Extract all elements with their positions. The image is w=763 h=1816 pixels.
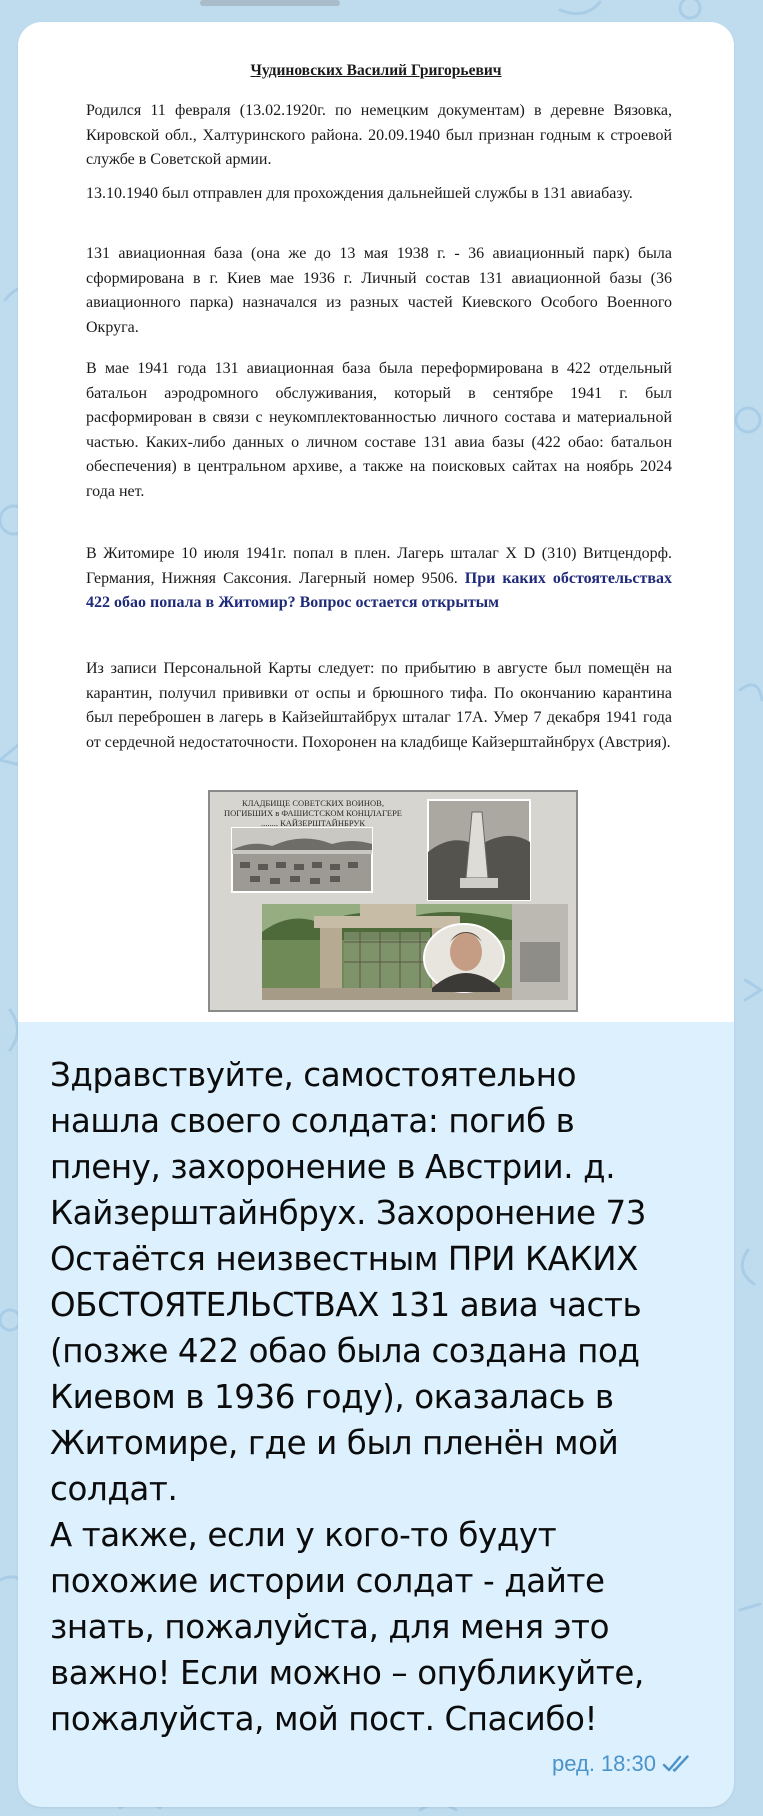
edited-label: ред. — [552, 1751, 595, 1776]
message-line: важно! Если можно – опубликуйте, — [50, 1654, 644, 1692]
message-line: плену, захоронение в Австрии. д. — [50, 1148, 616, 1186]
document-paragraph-5 — [86, 542, 672, 616]
message-line: Остаётся неизвестным ПРИ КАКИХ — [50, 1240, 638, 1278]
message-line: (позже 422 обао была создана под — [50, 1332, 640, 1370]
message-line: знать, пожалуйста, для меня это — [50, 1608, 610, 1646]
message-meta — [552, 1751, 692, 1777]
message-bubble[interactable] — [18, 22, 734, 1807]
document-paragraph-2: 13.10.1940 был отправлен для прохождения дальнейшей службы в 131 авиабазу. — [86, 185, 633, 202]
message-line: солдат. — [50, 1470, 178, 1508]
message-line: Здравствуйте, самостоятельно — [50, 1056, 577, 1094]
message-text — [50, 1052, 710, 1742]
collage-caption: КЛАДБИЩЕ СОВЕТСКИХ ВОИНОВ, ПОГИБШИХ в ФАШИСТСКОМ КОНЦЛАГЕРЕ ........ КАЙЗЕРШТАЙНБРУК — [224, 798, 402, 828]
document-paragraph-5-text: В Житомире 10 июля 1941г. попал в плен. Лагерь шталаг X D (310) Витцендорф. Германия, Нижняя Саксония. Лагерный номер 9506. — [86, 545, 672, 587]
document-paragraph-1: Родился 11 февраля (13.02.1920г. по немецким документам) в деревне Вязовка, Кировской обл., Халтуринского района. 20.09.1940 был признан годным к строевой службе в Советской армии. — [86, 102, 672, 168]
document-paragraph-6: Из записи Персональной Карты следует: по прибытию в августе был помещён на карантин, получил прививки от оспы и брюшного тифа. По окончанию карантина был переброшен в лагерь в Кайзейштайбрух шталаг 17А. Умер 7 декабря 1941 года от сердечной недостаточности. Похоронен на кладбище Кайзерштайнбрух (Австрия). — [86, 660, 672, 751]
attached-document-image[interactable] — [18, 22, 734, 1022]
message-line: Житомире, где и был пленён мой — [50, 1424, 619, 1462]
cemetery-photo-collage — [208, 790, 578, 1012]
document-paragraph-4: В мае 1941 года 131 авиационная база была переформирована в 422 отдельный батальон аэродромного обслуживания, который в сентябре 1941 г. был расформирован в связи с неукомплектованностью личного состава и материальной частью. Каких-либо данных о личном составе 131 авиа базы (422 обао: батальон обеспечения) в центральном архиве, а также на поисковых сайтах на ноябрь 2024 года нет. — [86, 360, 672, 500]
document-question: При каких обстоятельствах 422 обао попала в Житомир? Вопрос остается открытым — [86, 569, 672, 611]
message-line: пожалуйста, мой пост. Спасибо! — [50, 1700, 598, 1738]
message-time: 18:30 — [600, 1751, 656, 1776]
message-line: Кайзерштайнбрух. Захоронение 73 — [50, 1194, 647, 1232]
double-check-icon — [662, 1755, 692, 1773]
message-line: похожие истории солдат - дайте — [50, 1562, 605, 1600]
message-line: А также, если у кого-то будут — [50, 1516, 557, 1554]
document-title: Чудиновских Василий Григорьевич — [250, 62, 502, 79]
message-line: нашла своего солдата: погиб в — [50, 1102, 575, 1140]
message-line: ОБСТОЯТЕЛЬСТВАХ 131 авиа часть — [50, 1286, 642, 1324]
document-paragraph-3: 131 авиационная база (она же до 13 мая 1938 г. - 36 авиационный парк) была сформирована в г. Киев мае 1936 г. Личный состав 131 авиационной базы (36 авиационного парка) назначался из разных частей Киевского Особого Военного Округа. — [86, 245, 672, 336]
message-line: Киевом в 1936 году), оказалась в — [50, 1378, 614, 1416]
collage-photos — [210, 792, 576, 1010]
